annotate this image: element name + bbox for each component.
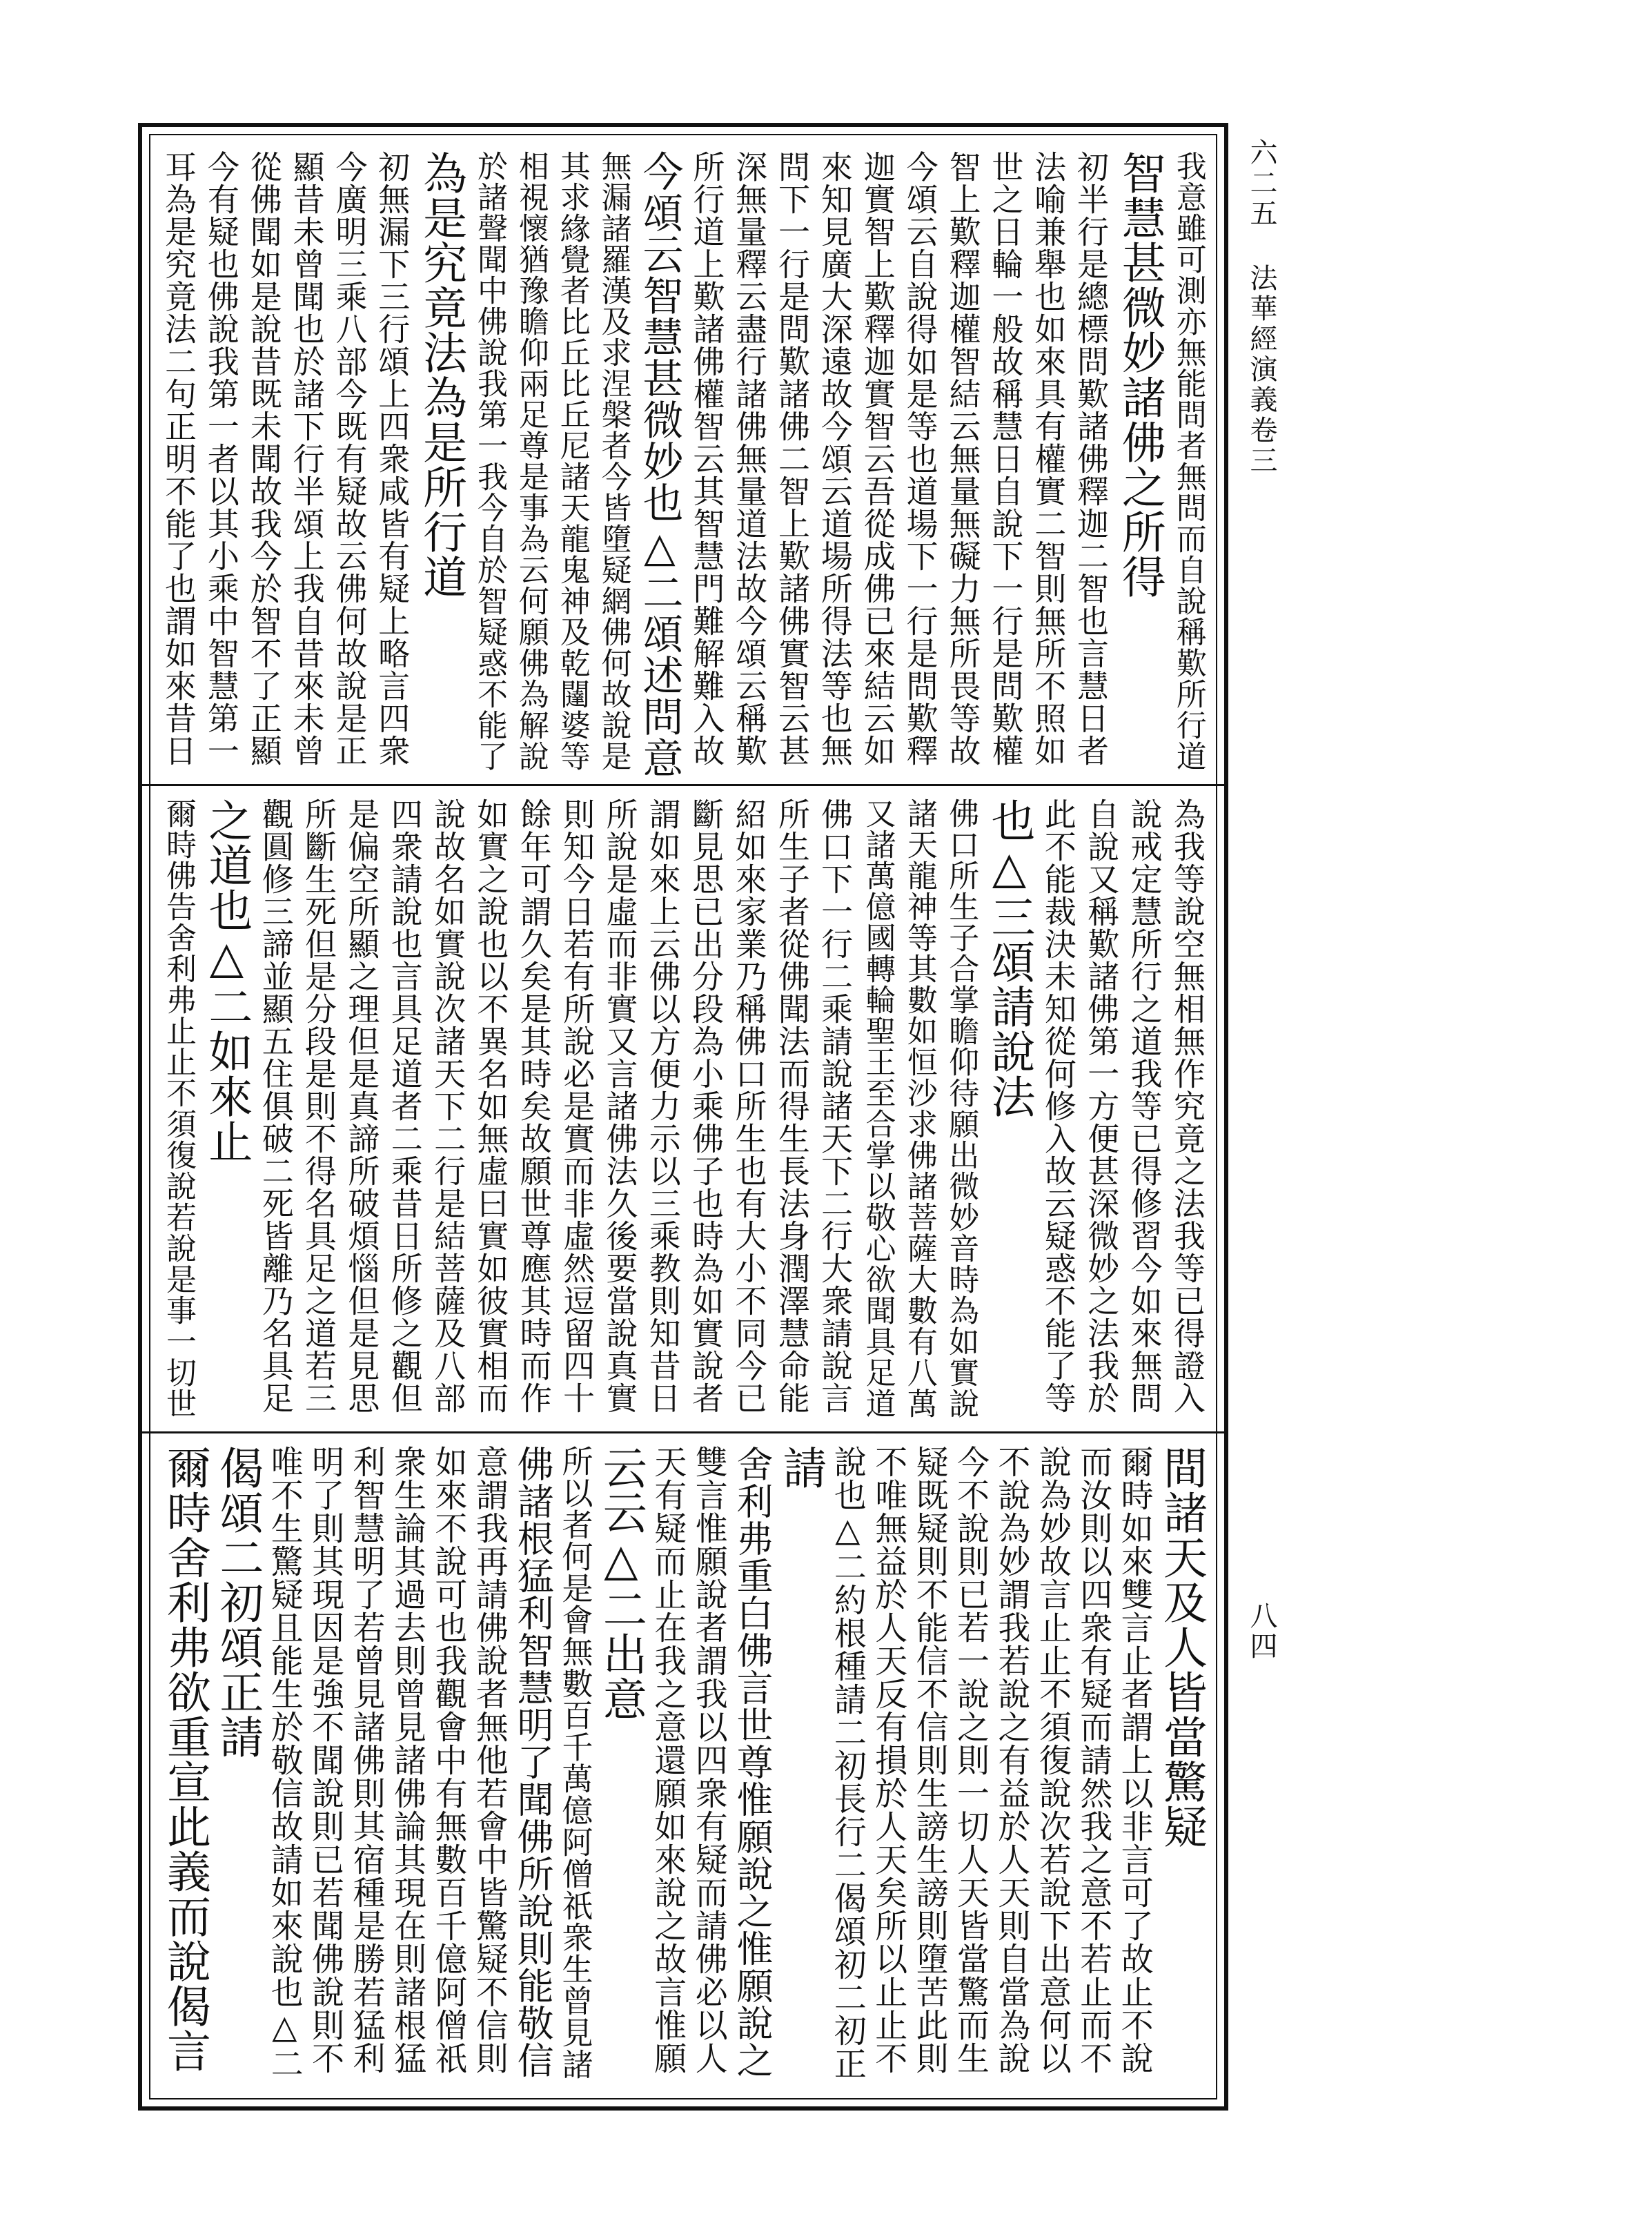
section-divider [142, 784, 1224, 786]
text-column: 今頌云自說得如是等也道場下一行是問歎釋 [901, 150, 939, 767]
text-column: 利智慧明了若曾見諸佛則其宿種是勝若猛利 [347, 1445, 386, 2075]
text-column: 是偏空所顯之理但是真諦所破煩惱但是見思 [343, 798, 381, 1414]
text-column: 問下一行是問歎諸佛二智上歎諸佛實智云甚 [774, 150, 812, 767]
text-column: 耳為是究竟法二句正明不能了也謂如來昔日 [160, 150, 197, 767]
text-column: 偈頌二初頌正請 [212, 1445, 264, 1759]
text-column: 疑既疑則不能信不信則生謗生謗則墮苦此則 [910, 1445, 949, 2075]
text-column: 謂如來上云佛以方便力示以三乘教則知昔日 [644, 798, 682, 1414]
text-column: 迦實智上歎釋迦實智云吾從成佛已來結云如 [858, 150, 896, 767]
text-column: 則知今日若有所說必是實而非虛然逗留四十 [558, 798, 596, 1414]
text-column: 四衆請說也言具足道者二乘昔日所修之觀但 [386, 798, 424, 1414]
text-column: 佛口所生子合掌瞻仰待願出微妙音時為如實說 [943, 798, 979, 1419]
text-column: 初半行是總標問歎諸佛釋迦二智也言慧日者 [1072, 150, 1110, 767]
column-group [159, 1445, 1207, 2087]
text-column: 舍利弗重白佛言世尊惟願說之惟願說之 [731, 1445, 774, 2079]
text-column: 不唯無益於人天反有損於人天矣所以止止不 [869, 1445, 908, 2075]
text-section-bottom [159, 1445, 1207, 2087]
text-column: 佛諸根猛利智慧明了聞佛所說則能敬信 [511, 1445, 554, 2079]
section-divider [142, 1431, 1224, 1433]
text-column: 云云△二出意 [595, 1445, 647, 1721]
text-column: 智慧甚微妙諸佛之所得 [1114, 150, 1166, 599]
text-column: 衆生論其過去則曾見諸佛論其現在則諸根猛 [388, 1445, 426, 2075]
text-column: 唯不生驚疑且能生於敬信故請如來說也△二 [265, 1445, 304, 2080]
text-column: 如來不說可也我觀會中有無數百千億阿僧祇 [429, 1445, 468, 2075]
text-column: 從佛聞如是說昔既未聞故我今於智不了正顯 [245, 150, 283, 767]
text-column: 爾時如來雙言止者謂上以非言可了故止不說 [1115, 1445, 1154, 2075]
text-column: 世之日輪一般故稱慧日自說下一行是問歎權 [987, 150, 1025, 767]
text-column: 來知見廣大深遠故今頌云道場所得法等也無 [816, 150, 854, 767]
text-column: 之道也△二如來止 [201, 798, 253, 1164]
text-column: 智上歎釋迦權智結云無量無礙力無所畏等故 [944, 150, 982, 767]
text-column: 斷見思已出分段為小乘佛子也時為如實說者 [687, 798, 725, 1414]
text-column: 間諸天及人皆當驚疑 [1155, 1445, 1207, 1849]
text-column: 顯昔未曾聞也於諸下行半頌上我自昔來未曾 [288, 150, 326, 767]
text-section-top [160, 150, 1206, 779]
column-group [161, 798, 1206, 1419]
text-column: 此不能裁決未知從何修入故云疑惑不能了等 [1039, 798, 1077, 1414]
text-column: 而汝則以四衆有疑而請然我之意不若止而不 [1074, 1445, 1113, 2075]
text-column: 也△三頌請說法 [983, 798, 1035, 1119]
text-column: 所行道上歎諸佛權智云其智慧門難解難入故 [688, 150, 726, 767]
text-column: 意謂我再請佛說者無他若會中皆驚疑不信則 [470, 1445, 509, 2075]
text-column: 所說是虛而非實又言諸佛法久後要當說真實 [601, 798, 639, 1414]
text-column: 所生子者從佛聞法而得生長法身潤澤慧命能 [773, 798, 811, 1414]
text-column: 說為妙故言止止不須復說次若說下出意何以 [1033, 1445, 1072, 2075]
text-column: 無漏諸羅漢及求涅槃者今皆墮疑網佛何故說是 [596, 150, 631, 772]
text-column: 於諸聲聞中佛說我第一我今自於智疑惑不能了 [472, 150, 508, 772]
text-column: 說故名如實說次諸天下二行是結菩薩及八部 [429, 798, 467, 1414]
text-column: 其求緣覺者比丘比丘尼諸天龍鬼神及乾闥婆等 [554, 150, 590, 772]
text-column: 觀圓修三諦並顯五住俱破二死皆離乃名具足 [257, 798, 295, 1414]
text-column: 紹如來家業乃稱佛口所生也有大小不同今已 [730, 798, 768, 1414]
running-header: 六二五 法華經演義卷三 [1246, 138, 1277, 476]
text-column: 諸天龍神等其數如恒沙求佛諸菩薩大數有八萬 [901, 798, 937, 1419]
text-column: 又諸萬億國轉輪聖王至合掌以敬心欲聞具足道 [860, 798, 896, 1419]
text-column: 雙言惟願說者謂我以四衆有疑而請佛必以人 [689, 1445, 728, 2075]
text-column: 深無量釋云盡行諸佛無量道法故今頌云稱歎 [731, 150, 769, 767]
text-column: 今有疑也佛說我第一者以其小乘中智慧第一 [202, 150, 240, 767]
text-column: 初無漏下三行頌上四衆咸皆有疑上略言四衆 [373, 150, 411, 767]
text-column: 天有疑而止在我之意還願如來說之故言惟願 [649, 1445, 687, 2075]
page-number: 八四 [1246, 1601, 1277, 1662]
text-column: 為是究竟法為是所行道 [415, 150, 467, 599]
text-column: 說也△二約根種請二初長行二偈頌初二初正 [828, 1445, 867, 2080]
page-frame [138, 123, 1228, 2111]
text-column: 今不說則已若一說之則一切人天皆當驚而生 [952, 1445, 990, 2075]
text-column: 如實之說也以不異名如無虛曰實如彼實相而 [472, 798, 510, 1414]
text-column: 所以者何是會無數百千萬億阿僧祇衆生曾見諸 [556, 1445, 593, 2080]
text-column: 法喻兼舉也如來具有權實二智則無所不照如 [1030, 150, 1068, 767]
text-column: 說戒定慧所行之道我等已得修習今如來無問 [1125, 798, 1163, 1414]
text-column: 不說為妙謂我若說之有益於人天則自當為說 [992, 1445, 1031, 2075]
text-column: 所斷生死但是分段是則不得名具足之道若三 [300, 798, 338, 1414]
column-group [160, 150, 1206, 779]
text-column: 爾時舍利弗欲重宣此義而說偈言 [159, 1445, 210, 2073]
text-column: 明了則其現因是強不聞說則已若聞佛說則不 [306, 1445, 345, 2075]
text-column: 我意雖可測亦無能問者無問而自說稱歎所行道 [1170, 150, 1206, 772]
text-column: 為我等說空無相無作究竟之法我等已得證入 [1168, 798, 1206, 1414]
text-column: 請 [775, 1445, 827, 1490]
text-column: 爾時佛告舍利弗止止不須復說若說是事一切世 [161, 798, 196, 1419]
text-column: 餘年可謂久矣是其時矣故願世尊應其時而作 [515, 798, 553, 1414]
text-column: 今頌云智慧甚微妙也△二頌述問意 [636, 150, 684, 779]
text-column: 自說又稱歎諸佛第一方便甚深微妙之法我於 [1083, 798, 1121, 1414]
text-column: 相視懷猶豫瞻仰兩足尊是事為云何願佛為解說 [513, 150, 549, 772]
text-column: 今廣明三乘八部今既有疑故云佛何故說是正 [331, 150, 368, 767]
text-column: 佛口下一行二乘請說諸天下二行大衆請說言 [816, 798, 854, 1414]
text-section-middle [161, 798, 1206, 1419]
